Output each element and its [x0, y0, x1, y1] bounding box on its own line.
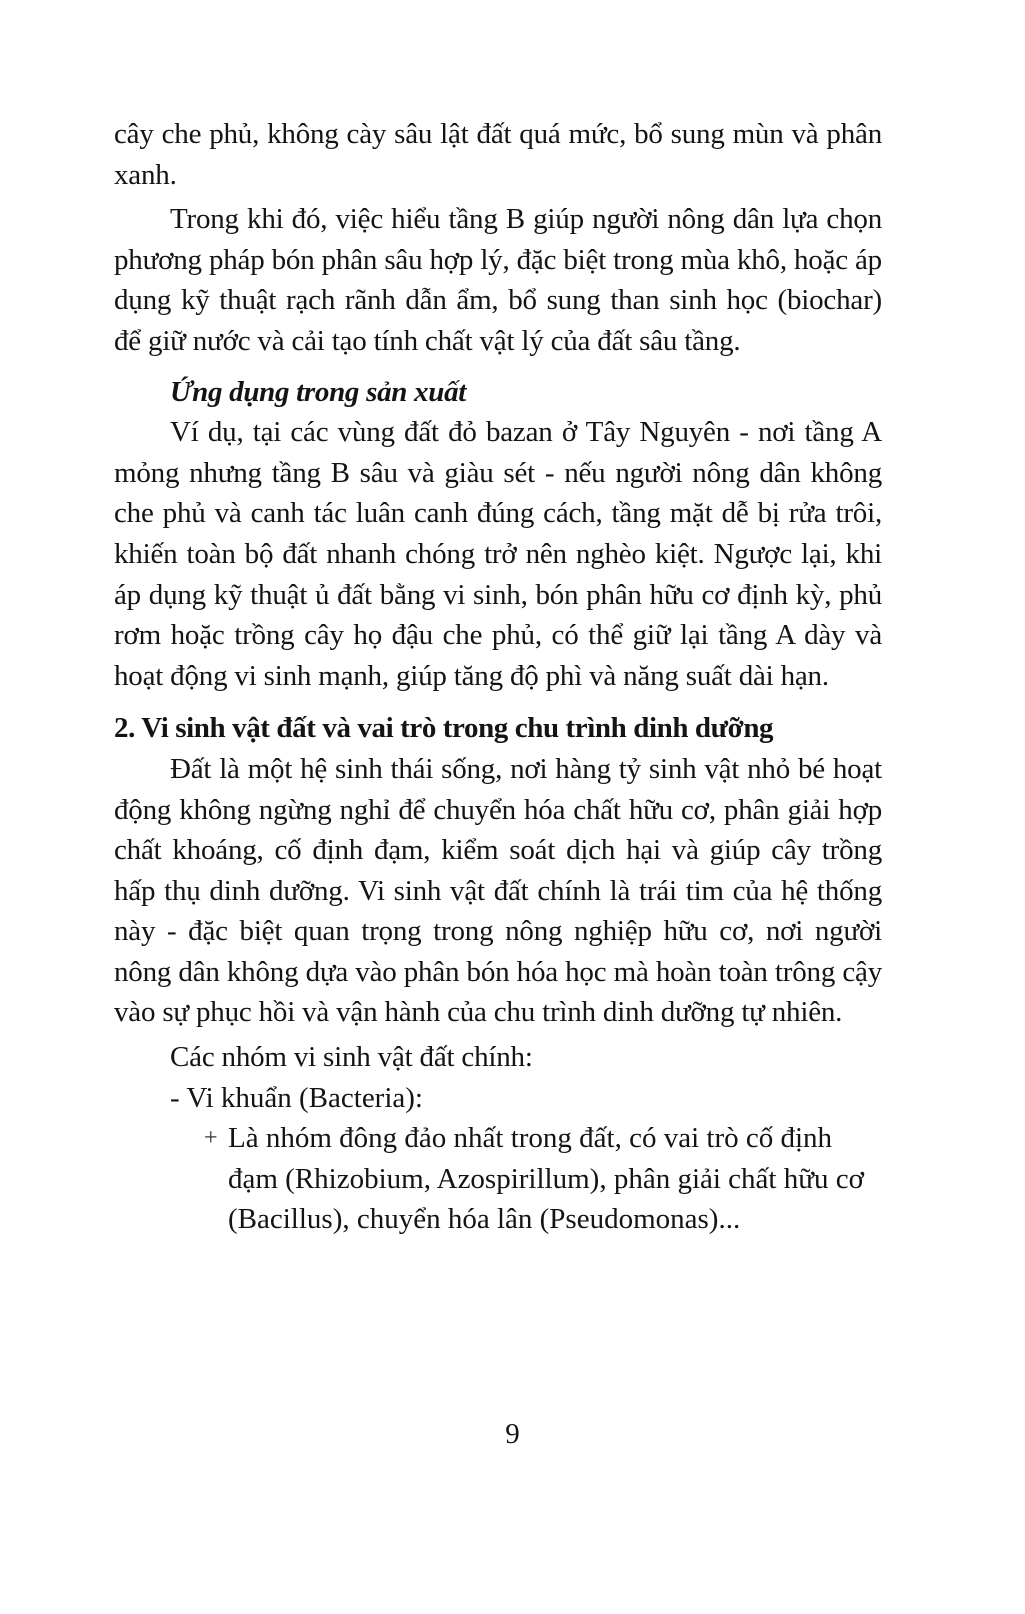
subheading-production-application: Ứng dụng trong sản xuất: [170, 375, 467, 408]
plus-bullet-icon: +: [204, 1125, 218, 1152]
book-page: [114, 114, 882, 1240]
paragraph-microbe-groups-intro: Các nhóm vi sinh vật đất chính:: [170, 1041, 533, 1074]
paragraph-cover-crops: cây che phủ, không cày sâu lật đất quá mức, bổ sung mùn và phân xanh.: [114, 118, 882, 191]
list-subitem-bacteria-role: [204, 1118, 882, 1240]
paragraph-horizon-b: Trong khi đó, việc hiểu tầng B giúp người nông dân lựa chọn phương pháp bón phân sâu hợp lý, đặc biệt trong mùa khô, hoặc áp dụng kỹ thuật rạch rãnh dẫn ẩm, bổ sung than sinh học (biochar) để giữ nước và cải tạo tính chất vật lý của đất sâu tầng.: [114, 203, 882, 357]
list-subitem-text: Là nhóm đông đảo nhất trong đất, có vai trò cố định đạm (Rhizobium, Azospirillum), phân giải chất hữu cơ (Bacillus), chuyển hóa lân (Pseudomonas)...: [228, 1122, 864, 1236]
paragraph-soil-ecosystem: Đất là một hệ sinh thái sống, nơi hàng tỷ sinh vật nhỏ bé hoạt động không ngừng nghỉ để chuyển hóa chất hữu cơ, phân giải hợp chất khoáng, cố định đạm, kiểm soát dịch hại và giúp cây trồng hấp thụ dinh dưỡng. Vi sinh vật đất chính là trái tim của hệ thống này - đặc biệt quan trọng trong nông nghiệp hữu cơ, nơi người nông dân không dựa vào phân bón hóa học mà hoàn toàn trông cậy vào sự phục hồi và vận hành của chu trình dinh dưỡng tự nhiên.: [114, 752, 882, 1029]
page-number: 9: [505, 1418, 520, 1450]
paragraph-example-tay-nguyen: Ví dụ, tại các vùng đất đỏ bazan ở Tây Nguyên - nơi tầng A mỏng nhưng tầng B sâu và giàu sét - nếu người nông dân không che phủ và canh tác luân canh đúng cách, tầng mặt dễ bị rửa trôi, khiến toàn bộ đất nhanh chóng trở nên nghèo kiệt. Ngược lại, khi áp dụng kỹ thuật ủ đất bằng vi sinh, bón phân hữu cơ định kỳ, phủ rơm hoặc trồng cây họ đậu che phủ, có thể giữ lại tầng A dày và hoạt động vi sinh mạnh, giúp tăng độ phì và năng suất dài hạn.: [114, 416, 882, 692]
list-item-bacteria: - Vi khuẩn (Bacteria):: [170, 1081, 423, 1114]
section-heading-soil-microbes: 2. Vi sinh vật đất và vai trò trong chu trình dinh dưỡng: [114, 712, 774, 745]
